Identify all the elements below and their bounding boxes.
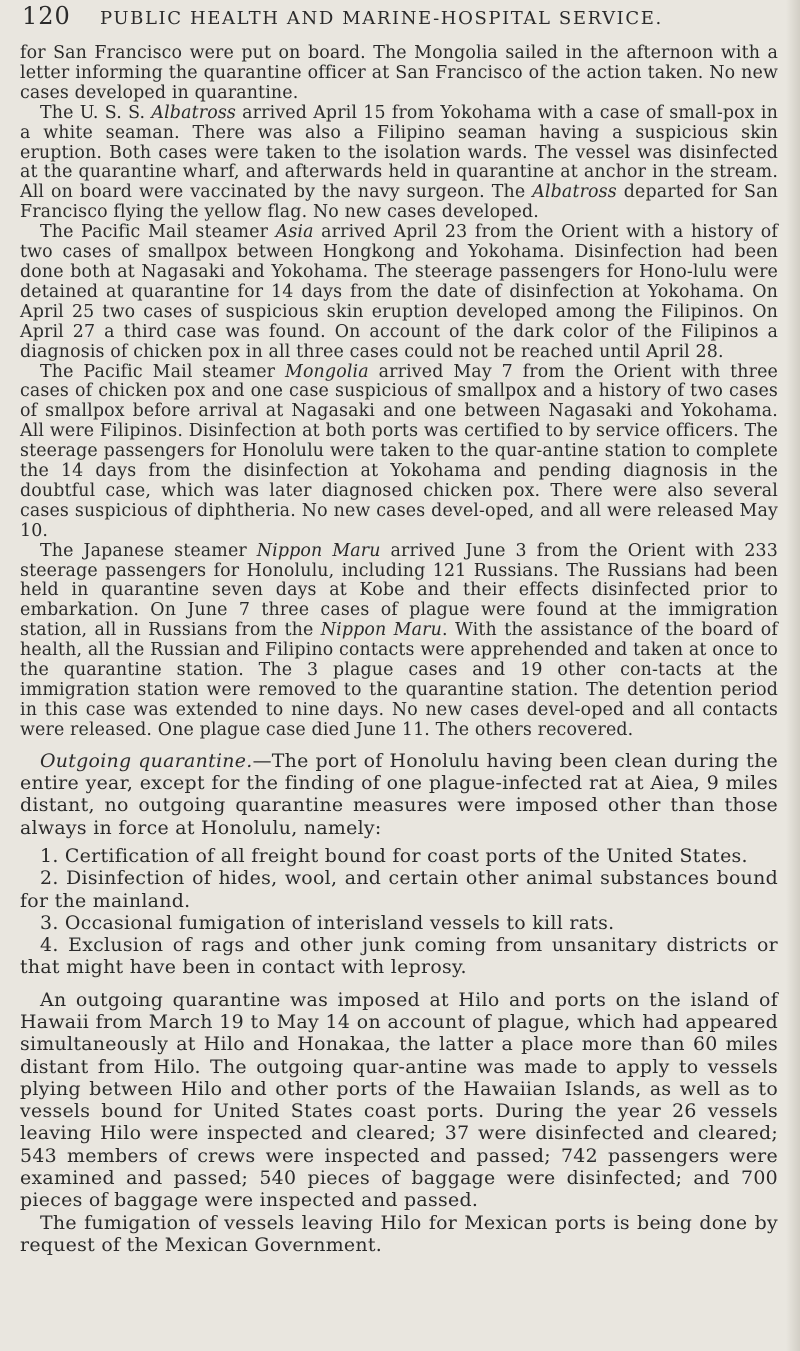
ship-name: Nippon Maru xyxy=(320,620,442,641)
section-heading: Outgoing quarantine. xyxy=(40,749,253,772)
ship-name: Nippon Maru xyxy=(256,540,381,561)
ship-name: Albatross xyxy=(532,182,617,203)
paragraph-nippon-maru: The Japanese steamer Nippon Maru arrived June 3 from the Orient with 233 steerage passengers for Honolulu, including 121 Russians. The Russians had been held in quarantine seven days at Kobe and their effects disinfected prior to embarkation. On June 7 three cases of plague were found at the immigration station, all in Russians from the Nippon Maru. With the assistance of the board of health, all the Russian and Filipino contacts were apprehended and taken at once to the quarantine station. The 3 plague cases and 19 other con-tacts at the immigration station were removed to the quarantine station. The detention period in this case was extended to nine days. No new cases devel-oped and all contacts were released. One plague case died June 11. The others recovered. xyxy=(20,540,778,740)
paragraph-albatross: The U. S. S. Albatross arrived April 15 from Yokohama with a case of small-pox in a white seaman. There was also a Filipino seaman having a suspicious skin eruption. Both cases were taken to the isolation wards. The vessel was disinfected at the quarantine wharf, and afterwards held in quarantine at anchor in the stream. All on board were vaccinated by the navy surgeon. The Albatross departed for San Francisco flying the yellow flag. No new cases developed. xyxy=(20,102,778,223)
paragraph-mongolia-continued: for San Francisco were put on board. The Mongolia sailed in the afternoon with a letter informing the quarantine officer at San Francisco of the action taken. No new cases developed in quarantine. xyxy=(20,43,778,103)
small-type-section xyxy=(20,44,778,741)
ship-name: Asia xyxy=(275,222,314,243)
list-item: 3. Occasional fumigation of interisland vessels to kill rats. xyxy=(40,911,615,934)
paragraph-mexican-ports: The fumigation of vessels leaving Hilo for Mexican ports is being done by request of the Mexican Government. xyxy=(20,1211,778,1256)
paragraph-mongolia: The Pacific Mail steamer Mongolia arrived May 7 from the Orient with three cases of chicken pox and one case suspicious of smallpox and a history of two cases of smallpox before arrival at Nagasaki and one between Nagasaki and Yokohama. All were Filipinos. Disinfection at both ports was certified to by service officers. The steerage passengers for Honolulu were taken to the quar-antine station to complete the 14 days from the disinfection at Yokohama and pending diagnosis in the doubtful case, which was later diagnosed chicken pox. There were also several cases suspicious of diphtheria. No new cases devel-oped, and all were released May 10. xyxy=(20,361,778,541)
page-header xyxy=(20,0,778,42)
page-number: 120 xyxy=(22,2,71,30)
list-item: 1. Certification of all freight bound for coast ports of the United States. xyxy=(40,844,748,867)
running-head: PUBLIC HEALTH AND MARINE-HOSPITAL SERVICE. xyxy=(100,8,663,29)
ship-name: Mongolia xyxy=(284,361,369,382)
list-item: 4. Exclusion of rags and other junk coming from unsanitary districts or that might have been in contact with leprosy. xyxy=(20,934,778,979)
list-item: 2. Disinfection of hides, wool, and certain other animal substances bound for the mainland. xyxy=(20,867,778,912)
page-edge-shadow xyxy=(786,0,800,1351)
paragraph-asia: The Pacific Mail steamer Asia arrived April 23 from the Orient with a history of two cases of smallpox between Hongkong and Yokohama. Disinfection had been done both at Nagasaki and Yokohama. The steerage passengers for Hono-lulu were detained at quarantine for 14 days from the date of disinfection at Yokohama. On April 25 two cases of suspicious skin eruption developed among the Filipinos. On April 27 a third case was found. On account of the dark color of the Filipinos a diagnosis of chicken pox in all three cases could not be reached until April 28. xyxy=(20,222,778,362)
paragraph-hilo-quarantine: An outgoing quarantine was imposed at Hilo and ports on the island of Hawaii from March 19 to May 14 on account of plague, which had appeared simultaneously at Hilo and Honakaa, the latter a place more than 60 miles distant from Hilo. The outgoing quar-antine was made to apply to vessels plying between Hilo and other ports of the Hawaiian Islands, as well as to vessels bound for United States coast ports. During the year 26 vessels leaving Hilo were inspected and cleared; 37 were disinfected and cleared; 543 members of crews were inspected and passed; 742 passengers were examined and passed; 540 pieces of baggage were disinfected; and 700 pieces of baggage were inspected and passed. xyxy=(20,988,778,1212)
large-type-section xyxy=(20,750,778,1257)
ship-name: Albatross xyxy=(151,102,236,123)
paragraph-outgoing-quarantine: Outgoing quarantine.—The port of Honolulu having been clean during the entire year, except for the finding of one plague-infected rat at Aiea, 9 miles distant, no outgoing quarantine measures were imposed other than those always in force at Honolulu, namely: xyxy=(20,749,779,839)
